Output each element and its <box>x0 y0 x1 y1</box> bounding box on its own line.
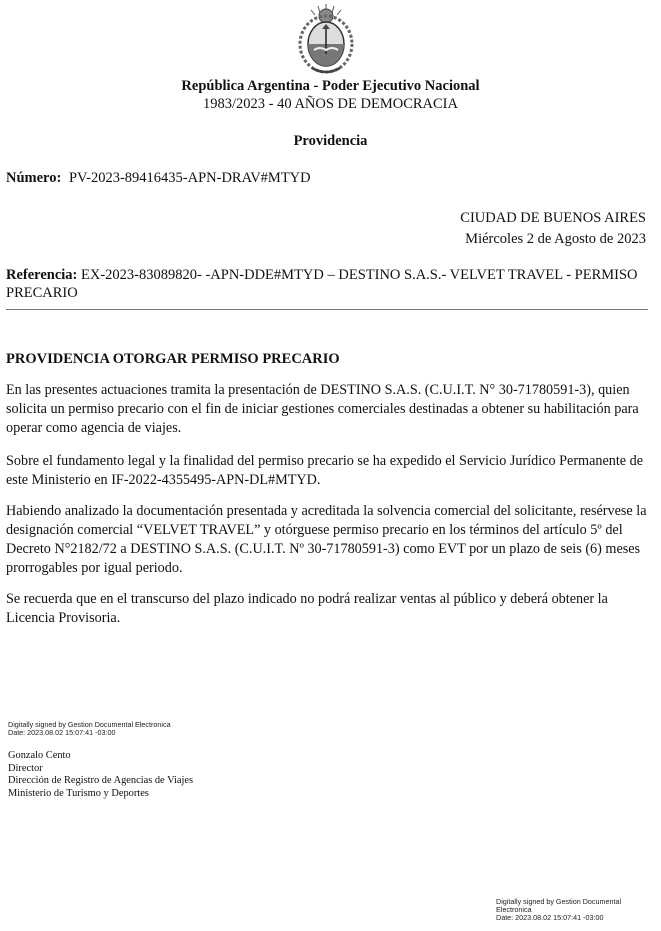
argentina-coat-of-arms-icon <box>298 2 354 76</box>
signer-block <box>8 750 193 800</box>
document-number <box>6 169 311 187</box>
paragraph-line: En las presentes actuaciones tramita la presentación de DESTINO S.A.S. (C.U.I.T. N° 30-71780591-3), quien <box>6 382 630 398</box>
reference-line1: EX-2023-83089820- -APN-DDE#MTYD – DESTINO S.A.S.- VELVET TRAVEL - PERMISO <box>81 267 638 283</box>
footer-stamp-line: Electronica <box>496 905 532 914</box>
digital-signature-line: Digitally signed by Gestion Documental Electronica <box>8 720 171 729</box>
paragraph-1 <box>6 381 648 438</box>
footer-digital-stamp <box>496 898 621 922</box>
city: CIUDAD DE BUENOS AIRES <box>460 210 646 226</box>
signer-office: Dirección de Registro de Agencias de Viajes <box>8 775 194 786</box>
paragraph-line: operar como agencia de viajes. <box>6 420 182 436</box>
document-type: Providencia <box>293 133 368 149</box>
paragraph-line: Licencia Provisoria. <box>6 610 121 626</box>
paragraph-line: este Ministerio en IF-2022-4355495-APN-DL#MTYD. <box>6 472 321 488</box>
issuer-subtitle: 1983/2023 - 40 AÑOS DE DEMOCRACIA <box>203 96 458 112</box>
issuer-title: República Argentina - Poder Ejecutivo Nacional <box>181 78 480 94</box>
paragraph-line: prorrogables por igual periodo. <box>6 560 183 576</box>
paragraph-line: solicita un permiso precario con el fin de iniciar gestiones comerciales destinadas a obtener su habilitación para <box>6 401 639 417</box>
paragraph-line: Sobre el fundamento legal y la finalidad del permiso precario se ha expedido el Servicio Jurídico Permanente de <box>6 453 644 469</box>
signer-ministry: Ministerio de Turismo y Deportes <box>8 787 149 799</box>
paragraph-4 <box>6 590 648 628</box>
body-heading: PROVIDENCIA OTORGAR PERMISO PRECARIO <box>6 351 340 367</box>
reference-line2: PRECARIO <box>6 285 78 301</box>
footer-stamp-date: Date: 2023.08.02 15:07:41 -03:00 <box>496 913 604 922</box>
signer-name: Gonzalo Cento <box>8 750 71 761</box>
signer-role: Director <box>8 762 43 774</box>
paragraph-3 <box>6 502 648 578</box>
divider <box>6 309 648 310</box>
paragraph-line: Habiendo analizado la documentación presentada y acreditada la solvencia comercial del solicitante, resérvese la <box>6 503 647 519</box>
number-label: Número: <box>6 170 62 186</box>
paragraph-line: Se recuerda que en el transcurso del plazo indicado no podrá realizar ventas al público y deberá obtener la <box>6 591 608 607</box>
paragraph-line: designación comercial “VELVET TRAVEL” y otórguese permiso precario en los términos del artículo 5º del <box>6 522 623 538</box>
paragraph-2 <box>6 452 648 490</box>
date: Miércoles 2 de Agosto de 2023 <box>465 231 646 247</box>
reference <box>6 266 651 302</box>
digital-signature-note <box>8 721 171 737</box>
footer-stamp-line: Digitally signed by Gestion Documental <box>496 897 622 906</box>
reference-label: Referencia: <box>6 267 78 283</box>
paragraph-line: Decreto N°2182/72 a DESTINO S.A.S. (C.U.I.T. Nº 30-71780591-3) como EVT por un plazo de seis (6) meses <box>6 541 641 557</box>
digital-signature-date: Date: 2023.08.02 15:07:41 -03:00 <box>8 728 116 737</box>
number-value: PV-2023-89416435-APN-DRAV#MTYD <box>68 170 311 186</box>
